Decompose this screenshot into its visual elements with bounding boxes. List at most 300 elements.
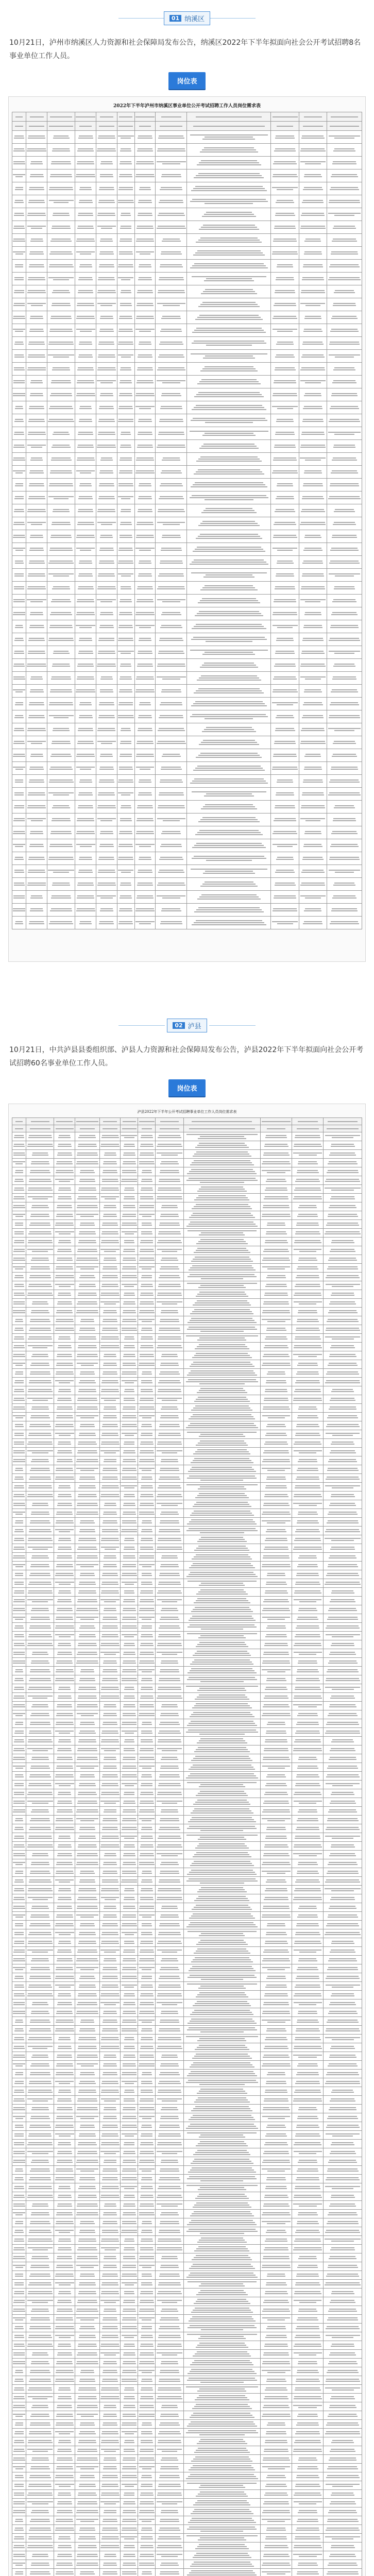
illegible-text-line	[140, 1652, 154, 1653]
table-cell	[47, 917, 75, 929]
illegible-text-line	[59, 1382, 70, 1383]
illegible-text-line	[158, 1696, 182, 1697]
illegible-text-line	[275, 818, 296, 819]
illegible-text-line	[276, 202, 294, 203]
table-cell	[26, 1316, 54, 1325]
illegible-text-line	[31, 1415, 49, 1416]
illegible-text-line	[124, 1540, 134, 1541]
illegible-text-line	[97, 445, 115, 446]
illegible-text-line	[27, 226, 46, 227]
illegible-text-line	[194, 1206, 250, 1207]
illegible-text-line	[298, 1207, 317, 1208]
table-cell	[47, 839, 75, 852]
table-cell	[12, 1710, 26, 1719]
illegible-text-line	[77, 303, 93, 304]
illegible-text-line	[52, 292, 70, 293]
illegible-text-line	[304, 537, 321, 538]
illegible-text-line	[302, 354, 324, 355]
table-cell	[117, 569, 134, 582]
table-cell	[75, 1334, 100, 1343]
table-cell	[138, 1255, 156, 1264]
illegible-text-line	[200, 1440, 244, 1442]
illegible-text-line	[77, 1459, 97, 1460]
illegible-text-line	[118, 870, 134, 871]
table-cell	[121, 1211, 138, 1220]
table-cell	[183, 1632, 260, 1640]
table-cell	[12, 1448, 26, 1456]
illegible-text-line	[159, 1374, 179, 1375]
illegible-text-line	[194, 1458, 249, 1459]
illegible-text-line	[29, 1628, 51, 1629]
table-row	[12, 112, 362, 122]
illegible-text-line	[121, 586, 130, 587]
table-cell	[156, 298, 187, 311]
illegible-text-line	[78, 1442, 96, 1443]
table-cell	[156, 1500, 183, 1509]
illegible-text-line	[104, 1564, 116, 1565]
illegible-text-line	[329, 1654, 356, 1655]
table-cell	[183, 1167, 260, 1176]
illegible-text-line	[118, 561, 133, 562]
illegible-text-line	[296, 1575, 319, 1576]
illegible-text-line	[125, 1687, 134, 1688]
illegible-text-line	[98, 138, 115, 139]
table-cell	[75, 466, 96, 479]
illegible-text-line	[98, 213, 115, 214]
illegible-text-line	[100, 601, 112, 602]
table-cell	[121, 1640, 138, 1649]
illegible-text-line	[302, 792, 324, 793]
table-cell	[96, 504, 117, 517]
illegible-text-line	[142, 1520, 151, 1521]
illegible-text-line	[191, 705, 267, 706]
table-cell	[292, 1465, 324, 1474]
table-cell	[134, 466, 156, 479]
illegible-text-line	[55, 1582, 74, 1583]
table-cell	[292, 1527, 324, 1535]
illegible-text-line	[266, 1426, 285, 1427]
table-cell	[183, 1185, 260, 1194]
table-cell	[26, 1553, 54, 1562]
illegible-text-line	[304, 769, 322, 770]
illegible-text-line	[301, 883, 325, 884]
illegible-text-line	[190, 431, 268, 432]
illegible-text-line	[14, 292, 24, 293]
illegible-text-line	[295, 1485, 319, 1486]
illegible-text-line	[273, 329, 298, 330]
table-cell	[324, 1518, 362, 1527]
table-cell	[271, 620, 299, 633]
table-cell	[75, 122, 96, 131]
illegible-text-line	[190, 1572, 253, 1573]
section-2-jobs-button[interactable]: 岗位表	[168, 1079, 205, 1096]
illegible-text-line	[30, 393, 43, 394]
illegible-text-line	[297, 1417, 318, 1418]
illegible-text-line	[14, 1435, 24, 1436]
table-cell	[75, 1273, 100, 1281]
illegible-text-line	[198, 1546, 246, 1547]
illegible-text-line	[14, 1231, 23, 1232]
illegible-text-line	[298, 1564, 317, 1565]
table-cell	[121, 1264, 138, 1273]
table-cell	[183, 1308, 260, 1316]
table-cell	[121, 1448, 138, 1456]
illegible-text-line	[326, 1529, 359, 1530]
illegible-text-line	[78, 279, 93, 280]
illegible-text-line	[122, 1128, 137, 1129]
illegible-text-line	[15, 1128, 23, 1129]
table-cell	[117, 736, 134, 749]
table-cell	[12, 285, 26, 298]
table-cell	[99, 1684, 121, 1693]
illegible-text-line	[15, 1625, 23, 1626]
table-cell	[47, 195, 75, 208]
table-cell	[299, 775, 327, 788]
table-cell	[324, 1439, 362, 1448]
table-cell	[183, 1579, 260, 1588]
illegible-text-line	[15, 331, 23, 332]
illegible-text-line	[121, 511, 131, 512]
illegible-text-line	[159, 1179, 180, 1180]
illegible-text-line	[124, 1301, 135, 1302]
illegible-text-line	[297, 1671, 319, 1672]
illegible-text-line	[102, 1380, 118, 1381]
illegible-text-line	[31, 524, 43, 525]
table-row	[12, 1527, 362, 1535]
illegible-text-line	[28, 859, 44, 860]
illegible-text-line	[13, 470, 25, 471]
illegible-text-line	[50, 844, 72, 845]
illegible-text-line	[293, 1549, 322, 1550]
illegible-text-line	[29, 1575, 50, 1576]
illegible-text-line	[265, 1592, 288, 1594]
illegible-text-line	[79, 704, 92, 705]
illegible-text-line	[32, 1258, 48, 1259]
table-cell	[117, 710, 134, 723]
illegible-text-line	[52, 895, 70, 896]
table-cell	[75, 710, 96, 723]
illegible-text-line	[162, 612, 180, 613]
illegible-text-line	[141, 1628, 152, 1629]
table-cell	[75, 453, 96, 466]
table-cell	[327, 659, 362, 672]
table-cell	[138, 1570, 156, 1579]
illegible-text-line	[273, 689, 297, 690]
table-cell	[75, 1125, 100, 1132]
illegible-text-line	[331, 1450, 355, 1451]
table-cell	[134, 904, 156, 917]
illegible-text-line	[137, 447, 154, 448]
illegible-text-line	[140, 1242, 153, 1243]
illegible-text-line	[27, 511, 46, 512]
table-cell	[187, 376, 271, 388]
illegible-text-line	[197, 1300, 247, 1301]
illegible-text-line	[199, 1688, 245, 1689]
illegible-text-line	[98, 432, 115, 433]
table-cell	[156, 1421, 183, 1430]
illegible-text-line	[273, 318, 297, 319]
table-cell	[121, 1308, 138, 1316]
table-cell	[183, 1649, 260, 1658]
illegible-text-line	[97, 380, 116, 381]
illegible-text-line	[139, 496, 151, 497]
illegible-text-line	[118, 485, 133, 486]
table-cell	[183, 1623, 260, 1632]
illegible-text-line	[328, 1617, 358, 1618]
illegible-text-line	[326, 1628, 360, 1629]
illegible-text-line	[103, 1275, 117, 1276]
table-cell	[75, 1702, 100, 1710]
table-cell	[47, 388, 75, 401]
illegible-text-line	[103, 1470, 117, 1471]
illegible-text-line	[303, 779, 322, 781]
illegible-text-line	[120, 756, 132, 757]
table-cell	[75, 1281, 100, 1290]
illegible-text-line	[264, 1444, 288, 1445]
illegible-text-line	[330, 1652, 355, 1653]
illegible-text-line	[300, 161, 326, 162]
illegible-text-line	[330, 846, 359, 847]
table-cell	[12, 1290, 26, 1299]
table-cell	[12, 1693, 26, 1702]
illegible-text-line	[14, 573, 24, 574]
illegible-text-line	[15, 1522, 23, 1523]
illegible-text-line	[273, 548, 297, 549]
illegible-text-line	[28, 357, 45, 358]
illegible-text-line	[162, 393, 180, 394]
table-cell	[299, 569, 327, 582]
illegible-text-line	[329, 870, 360, 871]
illegible-text-line	[300, 885, 325, 886]
table-cell	[47, 672, 75, 685]
illegible-text-line	[104, 1205, 116, 1206]
illegible-text-line	[119, 691, 132, 692]
illegible-text-line	[29, 472, 43, 473]
illegible-text-line	[264, 1599, 288, 1600]
illegible-text-line	[99, 264, 114, 265]
illegible-text-line	[157, 447, 185, 448]
illegible-text-line	[103, 1216, 117, 1217]
illegible-text-line	[57, 1205, 72, 1206]
table-cell	[292, 1150, 324, 1159]
illegible-text-line	[102, 1531, 118, 1532]
table-cell	[261, 1527, 292, 1535]
illegible-text-line	[139, 1266, 155, 1267]
table-row	[12, 1211, 362, 1220]
illegible-text-line	[295, 1643, 321, 1644]
illegible-text-line	[266, 1538, 287, 1539]
illegible-text-line	[190, 1313, 253, 1314]
illegible-text-line	[303, 485, 323, 486]
illegible-text-line	[192, 1121, 252, 1122]
illegible-text-line	[162, 1452, 177, 1453]
table-cell	[299, 762, 327, 775]
illegible-text-line	[333, 305, 356, 306]
table-cell	[12, 762, 26, 775]
illegible-text-line	[189, 1567, 255, 1568]
illegible-text-line	[15, 691, 23, 692]
illegible-text-line	[98, 792, 114, 793]
illegible-text-line	[304, 241, 321, 242]
table-cell	[261, 1386, 292, 1395]
illegible-text-line	[267, 1374, 285, 1375]
illegible-text-line	[331, 548, 358, 549]
illegible-text-line	[330, 1400, 355, 1401]
illegible-text-line	[141, 1391, 154, 1392]
table-cell	[183, 1684, 260, 1693]
illegible-text-line	[77, 1505, 97, 1506]
illegible-text-line	[28, 434, 46, 435]
illegible-text-line	[328, 213, 361, 214]
table-row	[12, 1369, 362, 1378]
table-cell	[261, 1325, 292, 1334]
table-cell	[47, 466, 75, 479]
illegible-text-line	[30, 1328, 51, 1329]
table-cell	[26, 556, 47, 569]
illegible-text-line	[272, 472, 298, 473]
illegible-text-line	[194, 626, 264, 627]
illegible-text-line	[274, 666, 296, 667]
illegible-text-line	[30, 176, 44, 177]
illegible-text-line	[80, 1374, 95, 1375]
illegible-text-line	[53, 575, 69, 577]
illegible-text-line	[31, 820, 43, 821]
illegible-text-line	[15, 1566, 23, 1567]
table-cell	[156, 221, 187, 234]
illegible-text-line	[100, 831, 112, 832]
illegible-text-line	[30, 1566, 49, 1567]
table-cell	[156, 659, 187, 672]
illegible-text-line	[121, 1531, 137, 1532]
illegible-text-line	[263, 1155, 290, 1156]
illegible-text-line	[76, 1514, 99, 1515]
illegible-text-line	[303, 638, 322, 639]
illegible-text-line	[331, 844, 358, 845]
illegible-text-line	[326, 1231, 360, 1232]
illegible-text-line	[120, 316, 132, 317]
table-cell	[292, 1264, 324, 1273]
illegible-text-line	[193, 770, 265, 771]
table-cell	[183, 1202, 260, 1211]
table-cell	[26, 234, 47, 247]
table-row	[12, 195, 362, 208]
illegible-text-line	[58, 1652, 72, 1653]
illegible-text-line	[326, 1380, 360, 1381]
illegible-text-line	[28, 1442, 52, 1443]
illegible-text-line	[193, 1655, 251, 1656]
table-cell	[261, 1316, 292, 1325]
table-cell	[12, 363, 26, 376]
table-cell	[156, 144, 187, 157]
illegible-text-line	[263, 1505, 290, 1506]
illegible-text-line	[56, 1223, 73, 1224]
illegible-text-line	[303, 715, 323, 716]
table-cell	[47, 427, 75, 440]
illegible-text-line	[32, 1205, 48, 1206]
illegible-text-line	[262, 1468, 290, 1469]
illegible-text-line	[15, 1678, 23, 1679]
table-cell	[54, 1281, 75, 1290]
table-cell	[187, 144, 271, 157]
illegible-text-line	[13, 1555, 25, 1556]
table-cell	[54, 1605, 75, 1614]
table-cell	[12, 1404, 26, 1413]
illegible-text-line	[32, 1555, 48, 1556]
table-cell	[121, 1413, 138, 1421]
section-2-doc-title: 泸县2022年下半年公开考试招聘事业单位工作人员岗位需求表	[137, 1110, 237, 1114]
table-cell	[327, 182, 362, 195]
illegible-text-line	[139, 573, 152, 574]
illegible-text-line	[28, 1293, 52, 1294]
illegible-text-line	[303, 857, 322, 858]
illegible-text-line	[299, 1459, 317, 1460]
illegible-text-line	[28, 421, 45, 422]
table-cell	[187, 775, 271, 788]
illegible-text-line	[141, 1181, 152, 1182]
illegible-text-line	[49, 342, 73, 343]
illegible-text-line	[160, 1275, 179, 1276]
illegible-text-line	[78, 1398, 96, 1399]
illegible-text-line	[31, 1356, 48, 1357]
illegible-text-line	[80, 921, 91, 922]
illegible-text-line	[162, 1555, 177, 1556]
table-cell	[156, 904, 187, 917]
illegible-text-line	[15, 1619, 23, 1620]
section-1-jobs-button[interactable]: 岗位表	[168, 72, 205, 89]
table-cell	[12, 801, 26, 814]
table-cell	[183, 1395, 260, 1404]
table-cell	[75, 260, 96, 273]
table-cell	[183, 1492, 260, 1500]
table-cell	[324, 1176, 362, 1185]
illegible-text-line	[76, 1610, 98, 1611]
illegible-text-line	[296, 1582, 319, 1583]
illegible-text-line	[103, 1617, 116, 1618]
illegible-text-line	[30, 831, 43, 832]
illegible-text-line	[159, 1380, 180, 1381]
table-cell	[156, 1535, 183, 1544]
illegible-text-line	[29, 419, 44, 420]
illegible-text-line	[198, 173, 260, 174]
illegible-text-line	[205, 652, 253, 653]
illegible-text-line	[14, 1196, 24, 1197]
table-cell	[99, 1229, 121, 1238]
table-cell	[134, 646, 156, 659]
table-cell	[156, 208, 187, 221]
illegible-text-line	[97, 226, 116, 227]
illegible-text-line	[14, 445, 24, 446]
illegible-text-line	[140, 1704, 154, 1705]
illegible-text-line	[78, 586, 93, 587]
table-cell	[327, 427, 362, 440]
table-cell	[156, 1386, 183, 1395]
illegible-text-line	[58, 1391, 71, 1392]
illegible-text-line	[57, 1415, 73, 1416]
illegible-text-line	[50, 767, 72, 768]
illegible-text-line	[190, 1366, 254, 1367]
table-cell	[12, 1308, 26, 1316]
table-cell	[324, 1448, 362, 1456]
illegible-text-line	[263, 1512, 290, 1513]
illegible-text-line	[136, 833, 155, 834]
table-cell	[261, 1492, 292, 1500]
illegible-text-line	[28, 1643, 52, 1644]
illegible-text-line	[27, 666, 46, 667]
illegible-text-line	[78, 728, 93, 729]
illegible-text-line	[140, 1547, 153, 1548]
illegible-text-line	[29, 1225, 50, 1226]
illegible-text-line	[273, 537, 297, 538]
